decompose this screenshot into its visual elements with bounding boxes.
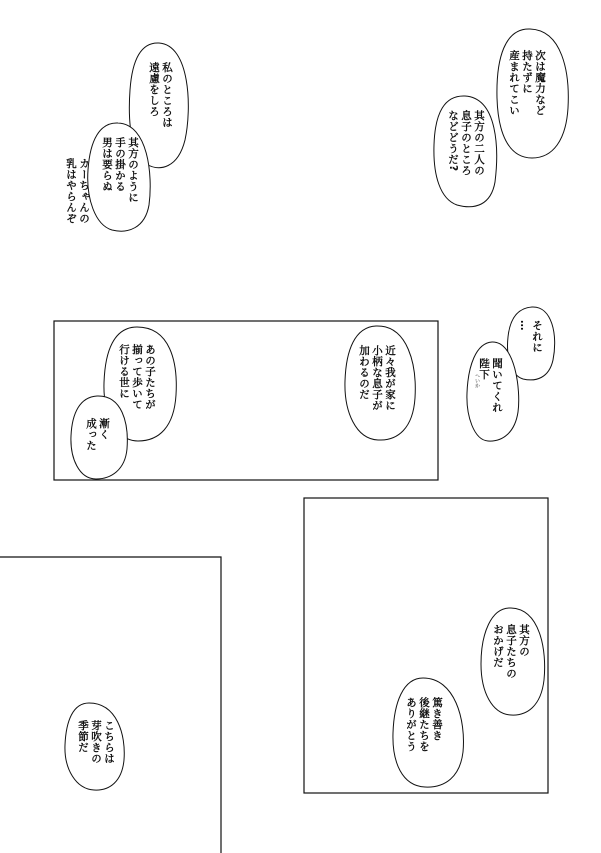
ruby-heika: へいか xyxy=(474,373,480,388)
dialogue-b5: カーちゃんの 乳はやらんぞ xyxy=(65,158,90,224)
dialogue-b13: こちらは 芽吹きの 季節だ xyxy=(77,720,115,764)
dialogue-b1: 次は魔力など 持たずに 産まれてこい xyxy=(508,50,546,116)
dialogue-b12: 篤き善き 後継たちを ありがとう xyxy=(405,697,443,752)
dialogue-b8: 近々我が家に 小柄な息子が 加わるのだ xyxy=(358,345,396,411)
dialogue-b2: 其方の二人の 息子のところ などどうだ? xyxy=(447,110,485,176)
dialogue-b4: 其方のように 手の掛かる 男は要らぬ xyxy=(101,137,139,203)
dialogue-b7: 聞いてくれ 陛下 xyxy=(478,358,503,413)
dialogue-b3: 私のところは 遠慮をしろ xyxy=(148,62,173,128)
dialogue-b6: それに … xyxy=(518,320,543,353)
dialogue-b9: あの子たちが 揃って歩いて 行ける世に xyxy=(118,344,156,410)
panel-frame-left xyxy=(0,557,221,853)
dialogue-b10: 漸く 成った xyxy=(85,418,110,451)
dialogue-b11: 其方の 息子たちの おかげだ xyxy=(492,624,530,679)
